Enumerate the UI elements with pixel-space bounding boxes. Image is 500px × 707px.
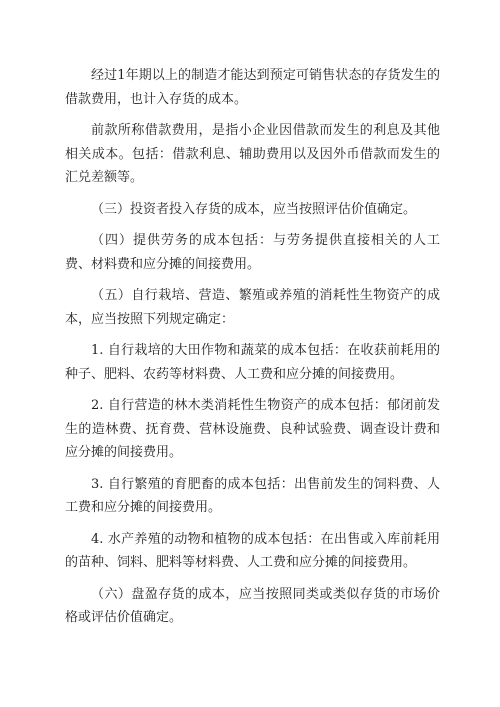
paragraph: 1. 自行栽培的大田作物和蔬菜的成本包括：在收获前耗用的种子、肥料、农药等材料费、人工费和应分摊的间接费用。 <box>65 343 440 382</box>
paragraph: 2. 自行营造的林木类消耗性生物资产的成本包括：郁闭前发生的造林费、抚育费、营林设施费、良种试验费、调查设计费和应分摊的间接费用。 <box>65 398 440 460</box>
paragraph: 前款所称借款费用，是指小企业因借款而发生的利息及其他相关成本。包括：借款利息、辅助费用以及因外币借款而发生的汇兑差额等。 <box>65 123 440 185</box>
paragraph: （六）盘盈存货的成本，应当按照同类或类似存货的市场价格或评估价值确定。 <box>65 586 440 625</box>
paragraph: 3. 自行繁殖的育肥畜的成本包括：出售前发生的饲料费、人工费和应分摊的间接费用。 <box>65 476 440 515</box>
paragraph: （五）自行栽培、营造、繁殖或养殖的消耗性生物资产的成本，应当按照下列规定确定： <box>65 288 440 327</box>
document-body <box>65 64 440 638</box>
paragraph: （三）投资者投入存货的成本，应当按照评估价值确定。 <box>91 201 417 217</box>
paragraph: 4. 水产养殖的动物和植物的成本包括：在出售或入库前耗用的苗种、饲料、肥料等材料费、人工费和应分摊的间接费用。 <box>65 531 440 570</box>
paragraph: 经过1年期以上的制造才能达到预定可销售状态的存货发生的借款费用，也计入存货的成本。 <box>65 68 440 107</box>
paragraph: （四）提供劳务的成本包括：与劳务提供直接相关的人工费、材料费和应分摊的间接费用。 <box>65 233 440 272</box>
